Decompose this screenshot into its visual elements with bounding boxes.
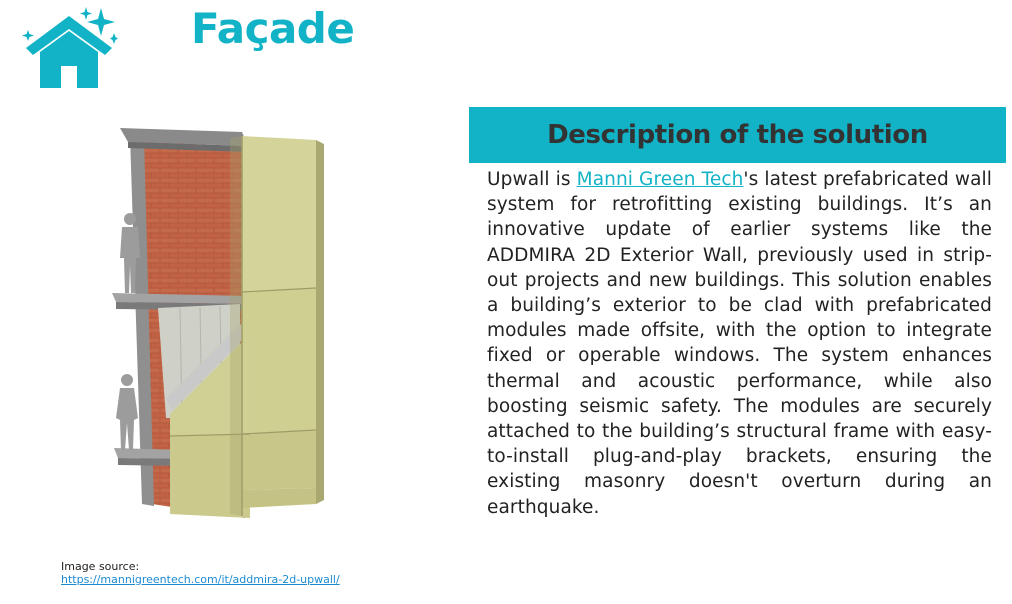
image-source-link[interactable]: https://mannigreentech.com/it/addmira-2d-upwall/ [61, 573, 340, 586]
description-body: 's latest prefabricated wall system for retrofitting existing buildings. It’s an innovative update of earlier systems like the ADDMIRA 2D Exterior Wall, previously used in strip-out projects and new buildings. This solution enables a building’s exterior to be clad with prefabricated modules made offsite, with the option to integrate fixed or operable windows. The system enhances thermal and acoustic performance, while also boosting seismic safety. The modules are securely attached to the building’s structural frame with easy-to-install plug-and-play brackets, ensuring the existing masonry doesn't overturn during an earthquake. [487, 169, 992, 518]
image-source [61, 560, 340, 586]
page-title: Façade [191, 4, 355, 53]
description-intro: Upwall is [487, 169, 577, 190]
description-heading-bar [469, 107, 1006, 163]
prefabricated-wall-illustration [70, 118, 340, 538]
manni-green-tech-link[interactable]: Manni Green Tech [576, 169, 744, 190]
description-heading: Description of the solution [547, 120, 928, 150]
image-source-label: Image source: [61, 560, 140, 573]
house-sparkle-icon [22, 6, 118, 92]
description-text [487, 167, 992, 520]
